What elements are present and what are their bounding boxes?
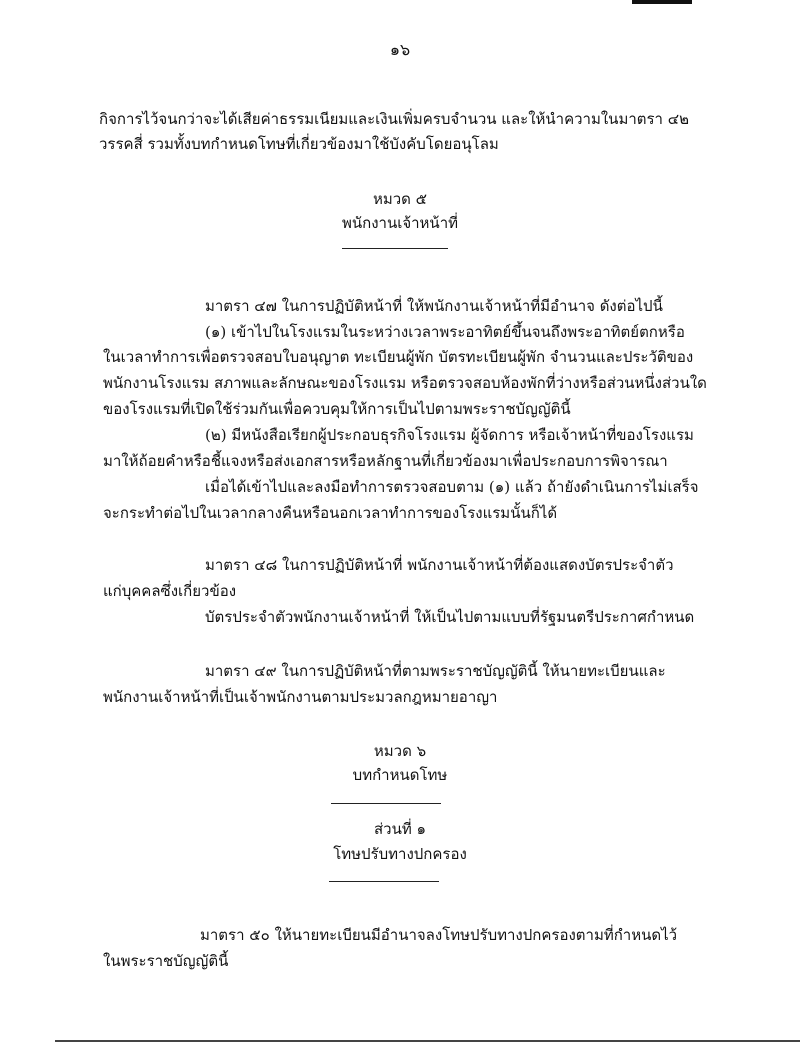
part-1-title: โทษปรับทางปกครอง <box>333 845 467 863</box>
scan-mark-top <box>632 0 692 4</box>
section-49-line-1: มาตรา ๔๙ ในการปฏิบัติหน้าที่ตามพระราชบัญญัตินี้ ให้นายทะเบียนและ <box>205 662 666 680</box>
part-1-divider <box>329 881 439 882</box>
section-48-line-3: บัตรประจำตัวพนักงานเจ้าหน้าที่ ให้เป็นไปตามแบบที่รัฐมนตรีประกาศกำหนด <box>205 608 695 626</box>
part-1-heading: ส่วนที่ ๑ <box>373 820 426 838</box>
section-47-item-2-line-1: (๒) มีหนังสือเรียกผู้ประกอบธุรกิจโรงแรม ผู้จัดการ หรือเจ้าหน้าที่ของโรงแรม <box>205 426 694 444</box>
section-50-line-1: มาตรา ๕๐ ให้นายทะเบียนมีอำนาจลงโทษปรับทางปกครองตามที่กำหนดไว้ <box>200 926 678 944</box>
intro-line-2: วรรคสี่ รวมทั้งบทกำหนดโทษที่เกี่ยวข้องมาใช้บังคับโดยอนุโลม <box>99 135 499 153</box>
chapter-6-divider <box>331 803 441 804</box>
chapter-6-heading: หมวด ๖ <box>373 742 427 760</box>
section-47-item-1-line-4: ของโรงแรมที่เปิดใช้ร่วมกันเพื่อควบคุมให้การเป็นไปตามพระราชบัญญัตินี้ <box>103 400 571 418</box>
section-48-line-2: แก่บุคคลซึ่งเกี่ยวข้อง <box>103 582 237 600</box>
chapter-5-divider <box>342 248 448 249</box>
section-47-line-1: มาตรา ๔๗ ในการปฏิบัติหน้าที่ ให้พนักงานเจ้าหน้าที่มีอำนาจ ดังต่อไปนี้ <box>205 297 663 315</box>
section-49-line-2: พนักงานเจ้าหน้าที่เป็นเจ้าพนักงานตามประมวลกฎหมายอาญา <box>103 688 498 706</box>
section-47-item-1-line-3: พนักงานโรงแรม สภาพและลักษณะของโรงแรม หรือตรวจสอบห้องพักที่ว่างหรือส่วนหนึ่งส่วนใด <box>103 374 707 392</box>
section-47-para-line-2: จะกระทำต่อไปในเวลากลางคืนหรือนอกเวลาทำการของโรงแรมนั้นก็ได้ <box>103 504 558 522</box>
section-47-item-2-line-2: มาให้ถ้อยคำหรือชี้แจงหรือส่งเอกสารหรือหลักฐานที่เกี่ยวข้องมาเพื่อประกอบการพิจารณา <box>103 452 668 470</box>
section-50-line-2: ในพระราชบัญญัตินี้ <box>103 952 229 970</box>
section-48-line-1: มาตรา ๔๘ ในการปฏิบัติหน้าที่ พนักงานเจ้าหน้าที่ต้องแสดงบัตรประจำตัว <box>205 556 674 574</box>
chapter-5-heading: หมวด ๕ <box>372 190 428 208</box>
chapter-6-title: บทกำหนดโทษ <box>352 766 448 784</box>
chapter-5-title: พนักงานเจ้าหน้าที่ <box>341 214 458 232</box>
section-47-item-1-line-1: (๑) เข้าไปในโรงแรมในระหว่างเวลาพระอาทิตย์ขึ้นจนถึงพระอาทิตย์ตกหรือ <box>205 323 685 341</box>
section-47-item-1-line-2: ในเวลาทำการเพื่อตรวจสอบใบอนุญาต ทะเบียนผู้พัก บัตรทะเบียนผู้พัก จำนวนและประวัติของ <box>103 348 694 366</box>
intro-line-1: กิจการไว้จนกว่าจะได้เสียค่าธรรมเนียมและเงินเพิ่มครบจำนวน และให้นำความในมาตรา ๔๒ <box>99 110 689 128</box>
page-number: ๑๖ <box>389 40 411 59</box>
section-47-para-line-1: เมื่อได้เข้าไปและลงมือทำการตรวจสอบตาม (๑) แล้ว ถ้ายังดำเนินการไม่เสร็จ <box>205 478 699 496</box>
scan-mark-bottom <box>55 1040 800 1042</box>
